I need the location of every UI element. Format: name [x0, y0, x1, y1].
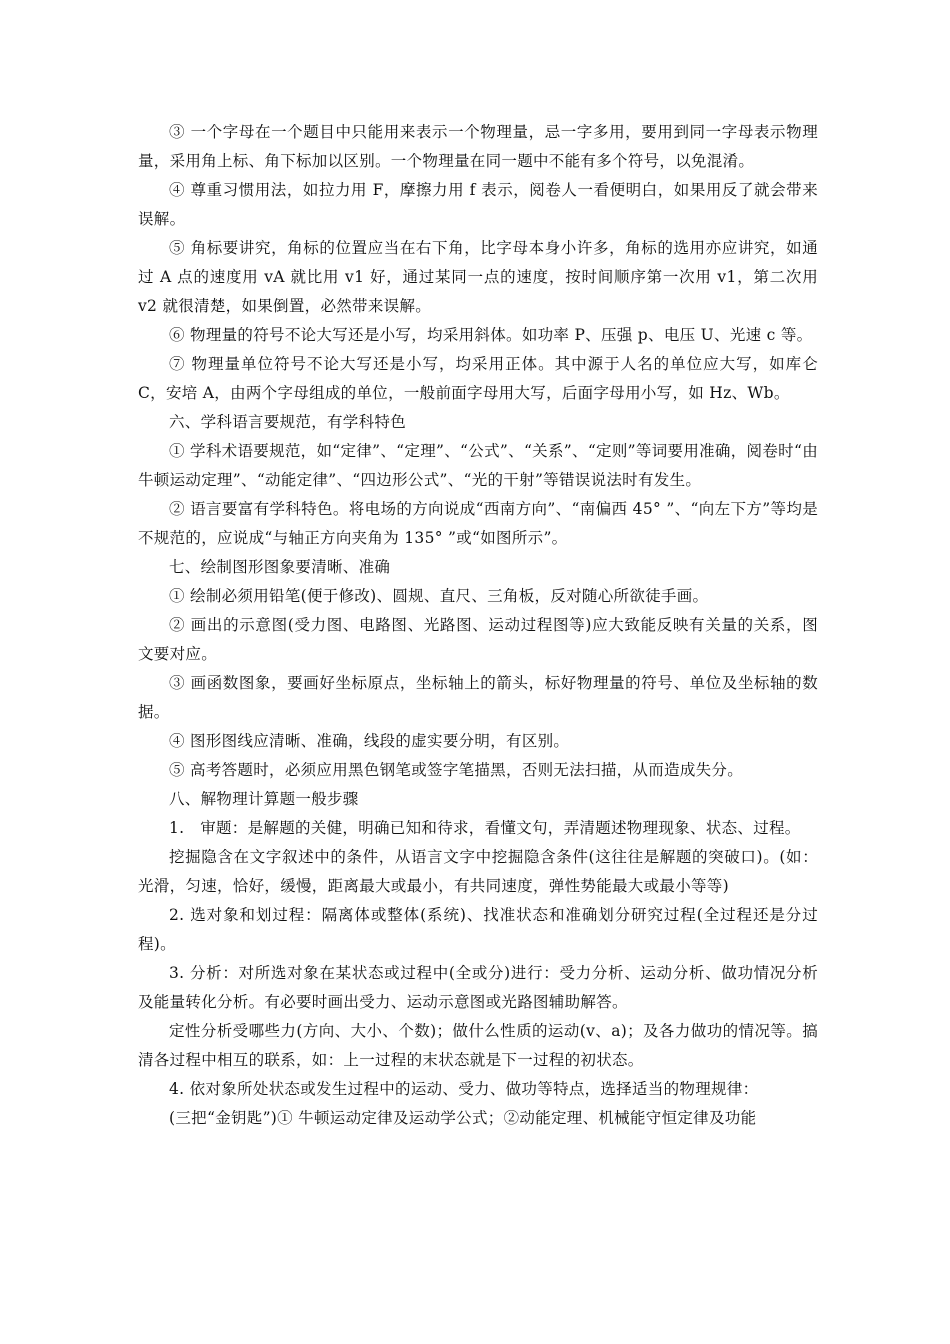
paragraph: ② 语言要富有学科特色。将电场的方向说成“西南方向”、“南偏西 45° ”、“向左下方”等均是不规范的，应说成“与轴正方向夹角为 135° ”或“如图所示”。 — [138, 500, 818, 547]
paragraph: ⑦ 物理量单位符号不论大写还是小写，均采用正体。其中源于人名的单位应大写，如库仑 C，安培 A，由两个字母组成的单位，一般前面字母用大写，后面字母用小写，如 Hz、Wb。 — [138, 355, 824, 402]
section-heading: 七、绘制图形图象要清晰、准确 — [169, 558, 391, 576]
paragraph: ① 学科术语要规范，如“定律”、“定理”、“公式”、“关系”、“定则”等词要用准确，阅卷时“由牛顿运动定理”、“动能定律”、“四边形公式”、“光的干射”等错误说法时有发生。 — [138, 442, 818, 489]
paragraph: 1. 审题：是解题的关健，明确已知和待求，看懂文句，弄清题述物理现象、状态、过程。 — [169, 819, 801, 837]
paragraph: ③ 一个字母在一个题目中只能用来表示一个物理量，忌一字多用，要用到同一字母表示物理量，采用角上标、角下标加以区别。一个物理量在同一题中不能有多个符号，以免混淆。 — [138, 123, 818, 170]
paragraph: 定性分析受哪些力(方向、大小、个数)；做什么性质的运动(v、a)；及各力做功的情况等。搞清各过程中相互的联系，如：上一过程的末状态就是下一过程的初状态。 — [138, 1022, 818, 1069]
section-heading: 六、学科语言要规范，有学科特色 — [169, 413, 407, 431]
paragraph: 挖掘隐含在文字叙述中的条件，从语言文字中挖掘隐含条件(这往往是解题的突破口)。(如：光滑，匀速，恰好，缓慢，距离最大或最小，有共同速度，弹性势能最大或最小等等) — [138, 848, 818, 895]
paragraph: 4. 依对象所处状态或发生过程中的运动、受力、做功等特点，选择适当的物理规律： — [169, 1080, 759, 1098]
paragraph: ④ 图形图线应清晰、准确，线段的虚实要分明，有区别。 — [169, 732, 570, 750]
paragraph: ① 绘制必须用铅笔(便于修改)、圆规、直尺、三角板，反对随心所欲徒手画。 — [169, 587, 709, 605]
paragraph: ⑤ 高考答题时，必须应用黑色钢笔或签字笔描黑，否则无法扫描，从而造成失分。 — [169, 761, 744, 779]
document-body — [138, 118, 824, 1133]
paragraph: ② 画出的示意图(受力图、电路图、光路图、运动过程图等)应大致能反映有关量的关系，图文要对应。 — [138, 616, 818, 663]
paragraph: ④ 尊重习惯用法，如拉力用 F，摩擦力用 f 表示，阅卷人一看便明白，如果用反了就会带来误解。 — [138, 181, 818, 228]
paragraph: ⑤ 角标要讲究，角标的位置应当在右下角，比字母本身小许多，角标的选用亦应讲究，如通过 A 点的速度用 vA 就比用 v1 好，通过某同一点的速度，按时间顺序第一次用 v1，第二次用 v2 就很清楚，如果倒置，必然带来误解。 — [138, 239, 824, 315]
paragraph: ⑥ 物理量的符号不论大写还是小写，均采用斜体。如功率 P、压强 p、电压 U、光速 c 等。 — [169, 326, 813, 344]
paragraph: 2. 选对象和划过程：隔离体或整体(系统)、找准状态和准确划分研究过程(全过程还是分过程)。 — [138, 906, 818, 953]
paragraph: (三把“金钥匙”)① 牛顿运动定律及运动学公式；②动能定理、机械能守恒定律及功能 — [169, 1109, 757, 1127]
section-heading: 八、解物理计算题一般步骤 — [169, 790, 359, 808]
paragraph: 3. 分析：对所选对象在某状态或过程中(全或分)进行：受力分析、运动分析、做功情况分析及能量转化分析。有必要时画出受力、运动示意图或光路图辅助解答。 — [138, 964, 818, 1011]
paragraph: ③ 画函数图象，要画好坐标原点，坐标轴上的箭头，标好物理量的符号、单位及坐标轴的数据。 — [138, 674, 818, 721]
